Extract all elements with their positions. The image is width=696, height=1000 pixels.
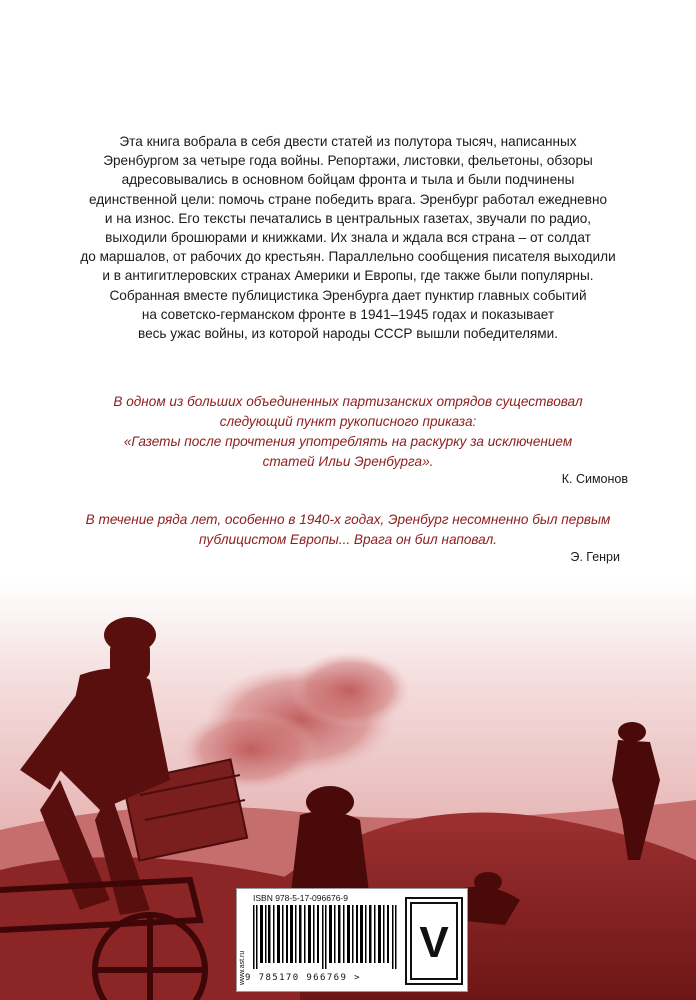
- description-line: Собранная вместе публицистика Эренбурга дает пунктир главных событий: [109, 287, 587, 303]
- publisher-logo-icon: [405, 897, 463, 985]
- quote-line: статей Ильи Эренбурга».: [262, 454, 434, 469]
- barcode-panel: [236, 888, 468, 992]
- quote-line: публицистом Европы... Врага он бил наповал.: [198, 532, 498, 547]
- henry-quote: [40, 510, 656, 550]
- barcode-icon: [253, 905, 399, 969]
- quote-line: следующий пункт рукописного приказа:: [219, 414, 477, 429]
- quote-line: В одном из больших объединенных партизанских отрядов существовал: [113, 394, 583, 409]
- description-line: до маршалов, от рабочих до крестьян. Параллельно сообщения писателя выходили: [80, 249, 616, 265]
- simonov-quote: [40, 392, 656, 472]
- logo-letter: V: [419, 918, 449, 967]
- description-line: адресовывались в основном бойцам фронта и тыла и были подчинены: [121, 172, 575, 188]
- description-line: на советско-германском фронте в 1941–1945 годах и показывает: [141, 306, 555, 322]
- quote-line: «Газеты после прочтения употреблять на раскурку за исключением: [123, 434, 573, 449]
- website-text: www.ast.ru: [239, 950, 246, 985]
- book-description: [60, 132, 636, 343]
- quote-author-henry: Э. Генри: [570, 550, 620, 564]
- quote-author-simonov: К. Симонов: [561, 472, 628, 486]
- description-line: Эренбургом за четыре года войны. Репортажи, листовки, фельетоны, обзоры: [103, 153, 593, 169]
- isbn-text: ISBN 978-5-17-096676-9: [253, 893, 348, 903]
- description-line: весь ужас войны, из которой народы СССР вышли победителями.: [138, 326, 558, 342]
- quote-line: В течение ряда лет, особенно в 1940-х годах, Эренбург несомненно был первым: [85, 512, 611, 527]
- description-line: Эта книга вобрала в себя двести статей из полутора тысяч, написанных: [119, 134, 577, 149]
- barcode-number: 9 785170 966769 >: [245, 973, 361, 983]
- description-line: выходили брошюрами и книжками. Их знала и ждала вся страна – от солдат: [105, 230, 591, 246]
- description-line: и в антигитлеровских странах Америки и Европы, где также были популярны.: [102, 268, 594, 284]
- description-line: единственной цели: помочь стране победить врага. Эренбург работал ежедневно: [88, 191, 608, 207]
- description-line: и на износ. Его тексты печатались в центральных газетах, звучали по радио,: [104, 210, 592, 226]
